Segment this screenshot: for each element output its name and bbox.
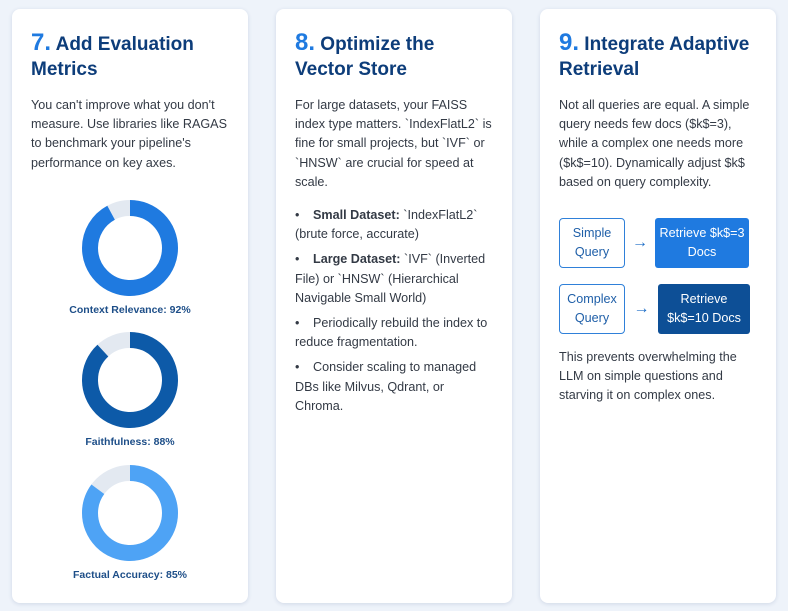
bullet-marker: • <box>295 316 300 331</box>
flow-simple-query <box>559 218 749 268</box>
bullet-marker: • <box>295 252 300 267</box>
bullet-text: `IVF` (Inverted File) or `HNSW` (Hierarchical Navigable Small World) <box>295 252 486 305</box>
metric-label: Faithfulness: 88% <box>85 436 175 448</box>
list-item <box>295 314 494 352</box>
bullet-heading: Large Dataset: <box>313 252 401 267</box>
list-item <box>295 358 494 416</box>
donut-chart <box>81 464 179 562</box>
bullet-text: Periodically rebuild the index to reduce fragmentation. <box>295 316 488 350</box>
card-evaluation-metrics <box>12 9 248 603</box>
arrow-right-icon: → <box>633 300 650 317</box>
simple-query-box: Simple Query <box>559 218 625 268</box>
metric-label: Factual Accuracy: 85% <box>73 569 187 581</box>
ring-value-arc <box>90 208 170 288</box>
donut-chart <box>81 199 179 297</box>
metric-gauge-faithfulness <box>12 331 248 448</box>
step-number: 8. <box>295 29 316 56</box>
bullet-text: Consider scaling to managed DBs like Milvus, Qdrant, or Chroma. <box>295 360 477 413</box>
bullet-text: `IndexFlatL2` (brute force, accurate) <box>295 208 478 242</box>
bullet-marker: • <box>295 208 300 223</box>
card-footer-text: This prevents overwhelming the LLM on simple questions and starving it on complex ones. <box>559 350 737 403</box>
metric-gauge-context-relevance <box>12 199 248 316</box>
step-number: 9. <box>559 29 580 56</box>
donut-chart <box>81 331 179 429</box>
title-text: Optimize the Vector Store <box>295 34 435 80</box>
retrieve-3-docs-box: Retrieve $k$=3 Docs <box>655 218 749 268</box>
metric-gauge-factual-accuracy <box>12 464 248 581</box>
retrieve-10-docs-box: Retrieve $k$=10 Docs <box>658 284 750 334</box>
card-title <box>559 30 758 82</box>
card-description: Not all queries are equal. A simple query needs few docs ($k$=3), while a complex one needs more ($k$=10). Dynamically adjust $k$ based on query complexity. <box>559 98 750 189</box>
card-description: For large datasets, your FAISS index type matters. `IndexFlatL2` is fine for small projects, but `IVF` or `HNSW` are crucial for speed at scale. <box>295 98 492 189</box>
flow-complex-query <box>559 284 750 334</box>
list-item <box>295 250 494 308</box>
card-title <box>295 30 494 82</box>
bullet-heading: Small Dataset: <box>313 208 400 223</box>
card-vector-store <box>276 9 512 603</box>
card-description: You can't improve what you don't measure. Use libraries like RAGAS to benchmark your pipeline's performance on key axes. <box>31 98 227 170</box>
metric-label: Context Relevance: 92% <box>69 304 191 316</box>
bullet-marker: • <box>295 360 300 375</box>
list-item <box>295 206 494 244</box>
step-number: 7. <box>31 29 52 56</box>
card-adaptive-retrieval <box>540 9 776 603</box>
card-title <box>31 30 230 82</box>
ring-value-arc <box>90 340 170 420</box>
title-text: Integrate Adaptive Retrieval <box>559 34 750 80</box>
complex-query-box: Complex Query <box>559 284 625 334</box>
bullet-list <box>295 206 494 416</box>
title-text: Add Evaluation Metrics <box>31 34 194 80</box>
arrow-right-icon: → <box>632 234 648 251</box>
